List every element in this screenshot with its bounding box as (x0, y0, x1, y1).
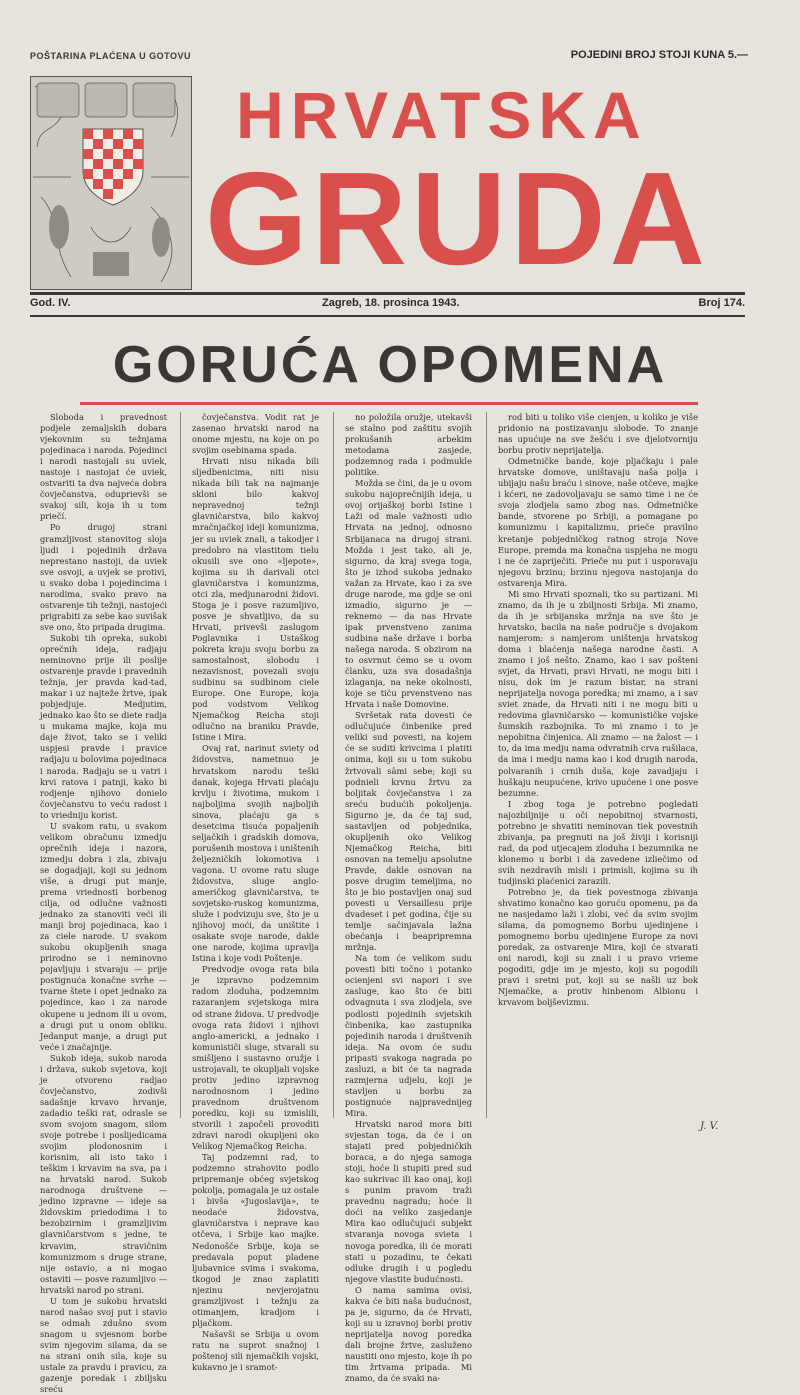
article-paragraph: Sukob ideja, sukob naroda i država, sukob svjetova, koji je otvoreno radjao čovječanstvo, zodivši sadašnje krvavo hrvanje, zadadio teški rat, odrasle se svom svojom snagom, silom svoje potrebe i poslijedicama svojim plodonosnim i korisnim, ali isto tako i teškim i krvavim na sva, pa i na hrvatski narod. Sukob narodnoga društvene — jedino izpravne — ideje sa židovskim priedodima i to bezobzirnim i gramzljivim glavničarstvom s jedne, te krvavim, stravičnim komunizmom s druge strane, nije ostavio, a ni mogao ostaviti — posve razumljivo — hrvatski narod po strani. (40, 1052, 167, 1295)
masthead-title-line2: GRUDA (205, 145, 709, 292)
author-signature: J. V. (700, 1121, 719, 1132)
article-column-4 (498, 412, 698, 1118)
headline-underline (80, 402, 698, 405)
article-paragraph: Našavši se Srbija u ovom ratu na suprot snažnoj i poštenoj sili njemačkih vojski, kukavno je i sramot- (192, 1328, 319, 1373)
masthead-title-line1: HRVATSKA (236, 78, 648, 152)
article-column-2 (192, 412, 319, 1373)
article-paragraph: Mi smo Hrvati spoznali, tko su partizani. Mi znamo, da ih je u zbiljnosti Srbija. Mi znamo, da ih je srbijanska mržnja na sve što je hrvatsko, bacila na naše područje s dvojakom namjerom: s namjerom uništenja hrvatskog doma i blaćenja našega narodne časti. A znamo i još nešto. Znamo, kao i sav pošteni svjet, da Hrvati, pravi Hrvati, ne mogu biti i nisu, dok im je razum bistar, na strani neprijatelja novoga poredka; mi znamo, a i sav sviet znade, da Hrvati niti i ne mogu biti u redovima glavničarsko — komunističke vojske šumskih razbojnika. To mi znamo i to je nepobitna činjenica. Ali znamo — na žalost — i to, da ima medju nama odvratnih crva rušilaca, da ima i medju nama kao i kod drugih naroda, polvaranih i crnih duša, koje zavadjaju i huškaju neupućene, krivo upućene i one posve bezumne. (498, 588, 698, 798)
article-paragraph: Možda se čini, da je u ovom sukobu najoprečnijih ideja, u ovoj orijaškoj borbi Istine i Laži od male važnosti udio Hrvata na jednoj, odnosno Srbijanaca na drugoj strani. Možda i jest tako, ali je, sigurno, da kraj svega toga, što je izhod sukoba jednako važan za Hrvate, kao i za sve druge narode, ma gdje se oni izmadio, sigurno je — reknemo — da nas Hrvate ipak prvenstveno zanima sudbina naše države i borba našega naroda. S obzirom na to osvrnut ćemo se u ovom članku, uza sva dosadašnja izlaganja, na neke okolnosti, koje se tiču prvenstveno nas Hrvata i naše Domovine. (345, 478, 472, 710)
article-paragraph: Svršetak rata dovesti će odlučujuće činbenike pred veliki sud povesti, na kojem će se suditi krivcima i platiti onima, koji su u tom sukobu žrtvovali sâmi sebe; koji su podnieli krvnu žrtvu za boljitak čovječanstva i za sreću budućih pokoljenja. Sigurno je, da će taj sud, sastavljen od pobjednika, okupljenih oko Velikog Njemačkog Reicha, biti osnovan na temelju apsolutne Pravde, dakle osnovan na posve drugim temeljima, no što je bio postavljen onaj sud povesti u Versaillesu prije dvadeset i pet godina, čije su temlje sačinjavala lažna obećanja i beapripremna mržnja. (345, 710, 472, 953)
article-paragraph: Ovaj rat, narinut sviety od židovstva, nametnuo je hrvatskom narodu teški danak, kojega Hrvati plaćaju krvlju i životima, mukom i najboljima svojih najboljih sinova, plaćaju ga s desetcima tisuća popaljenih seljačkih i gradskih domova, porušenih mostova i uništenih željezničkih lokomotiva i vagona. U ovome ratu sluge židovstva, sluge anglo-američkog glavničarstva, te sovjetsko-ruskog komunizma, služe i podvizuju sve, što je u njihovoj moći, da uništite i osakate svoje narode, dakle one narode, kojima upravlja Istina i koje vodi Poštenje. (192, 743, 319, 964)
article-paragraph: O nama samima ovisi, kakva će biti naša budućnost, pa je, sigurno, da će Hrvati, koji su u izravnoj borbi protiv neprijatelja novog poredka dali brojne žrtve, zasluženo naustiti ono mjesto, koje ih po tim žrtvama pripada. Mi znamo, da će svaki na- (345, 1284, 472, 1384)
article-paragraph: rod biti u toliko više cienjen, u koliko je više pridonio na postizavanju slobode. To znanje nas upućuje na sve žešću i sve djelotvorniju borbu protiv neprijatelja. (498, 412, 698, 456)
article-paragraph: Hrvati nisu nikada bili sljedbenicima, niti nisu nikada bili tak na najmanje skloni bilo kakvoj nepravednoj težnji glavničarstva, bilo kakvoj mračnjačkoj ideji komunizma, jer su uviek znali, a takodjer i predobro na vlastitom tielu okusili sve ono «ljepote», kojima su ih darivali otci glavničarstva i komunizma, otci zla, medjunarodni židovi. Stoga je i posve razumljivo, posve je shvatljivo, da su Hrvati, privevši zaslugom Poglavnika i Ustaškog pokreta kraju svoju borbu za samostalnost, slobodu i nezavisnost, povezali svoju sudbinu sa sudbinom ciele Europe. One Europe, koja pod vodstvom Velikog Njemačkog Reicha stoji odlučno na braniku Pravde, Istine i Mira. (192, 456, 319, 743)
coat-of-arms-drawing (31, 77, 191, 289)
article-paragraph: I zbog toga je potrebno pogledati najozbiljnije u oči nepobitnoj stvarnosti, potrebno je shvatiti neminovan tiek povestnih zbivanja, pa pregnuti na još živiji i korisniji rad, da pod utjecajem zloduha i bezumnika ne klonemo u borbi i da zavedene izliečimo od svih nezdravih misli i primisli, kojima su ih tudjinski plaćenici zarazili. (498, 798, 698, 886)
coat-of-arms-image (30, 76, 192, 290)
article-paragraph: Sukobi tih opreka, sukobi oprečnih ideja, radjaju neminovno prije ili poslije ostvarenje pravde i pravednih težnja, jer pravda kad-tad, makar i uz najteže žrtve, ipak pobjedjuje. Medjutim, jednako kao što se diete radja u mukama majke, koja mu daje život, tako se i veliki uspjesi pravde i pravice radjaju u bolovima pojedinaca i naroda. Radjaju se u vatri i krvi ratova i patnji, kako bi rodjenje njihovo donielo čovječanstvu to veću radost i to vriedniju korist. (40, 632, 167, 820)
column-divider (180, 412, 181, 1118)
article-paragraph: no položila oružje, utekavši se stalno pod zaštitu svojih prokušanih arbekim metodama zasjede, podzemnog rada i podmukle politike. (345, 412, 472, 478)
article-paragraph: Odmetničke bande, koje pljačkaju i pale hrvatske domove, uništavaju naša polja i ubijaju našu braću i sinove, naše otčeve, majke i kćeri, ne zadovoljavaju se samo time i ne će svoja zlodjela samo zbog nas. Odmetničke bande, stvorene po Srbiji, a pomagane po komunizmu i kapitalizmu, prieče pravilno kretanje pobjedničkog ratnog stroja Nove Europe, premda ma konačna uspjeha ne mogu i ne će zapriječiti. Prieče nu put i usporavaju njegovu brzinu; brzinu njegova nastojanja do ostvarenja Mira. (498, 456, 698, 588)
article-paragraph: Po drugoj strani gramzljivost stanovitog sloja ljudi i pojedinih država neprestano nastoji, da uviek sve osvoji, a uvjek se protivi, u svako doba i pojedincima i narodima, svako pravo na ostvarenje tih težnji, nastojeći prigrabiti za sebe kao suvišak sve ono, što pripada drugima. (40, 522, 167, 632)
article-paragraph: Predvodje ovoga rata bila je izpravno podzemnim radom zloduha, podzemnim razaranjem svjetskoga mira od strane židova. U predvodje ovoga rata židovi i njihovi anglo-americki, a jednako i komunističi sluge, stvarali su smišljeno i sustavno oružje i ustrojavali, te okupljali vojske protiv jedino izpravnog narodnosnom i jedino pravednom društvenom poredku, koji su izmislili, stvorili i započeli provoditi zdravi narodi okupljeni oko Velikog Njemačkog Reicha. (192, 964, 319, 1152)
masthead-rule-top (30, 292, 745, 295)
price-note: POJEDINI BROJ STOJI KUNA 5.— (570, 49, 748, 61)
article-paragraph: Taj podzemni rad, to podzemno strahovito podlo pripremanje obćeg svjetskog pokolja, pomagala je uz ostale i bivša «Jugoslavija», te neodaće židovstva, glavničarstva i neprave kao otčeva, i Srbije kao majke. Nedonošče Srbije, koja se predavala poput pladene ljubavnice svima i svakoma, tkogod je znao zaplatiti njezinu nevjerojatnu gramzljivost i težnju za otimanjem, kradjom i pljačkom. (192, 1152, 319, 1328)
article-paragraph: Potrebno je, da tiek povestnoga zbivanja shvatimo konačno kao goruću opomenu, pa da ne nasjedamo laži i zlobi, već da svim svojim silama, da pomognemo Borbu ujedinjene i pomognemo borbu ujedinjene Europe za novi poredak, za ostvarenje Mira, koji će stvarati oni narodi, koji su znali i u pravo vrieme pogoditi, gdje im je mjesto, koji su pogodili pravi i sretni put, koji su se našli uz bok Njemačke, a protiv hinbenom Albionu i krvavom boljševizmu. (498, 887, 698, 1008)
article-body (40, 412, 740, 1395)
dateline-bar (30, 297, 745, 313)
issue-number: Broj 174. (698, 297, 745, 309)
date-label: Zagreb, 18. prosinca 1943. (322, 297, 460, 309)
article-headline: GORUĆA OPOMENA (112, 336, 668, 394)
article-paragraph: U tom je sukobu hrvatski narod našao svoj put i stavio se odmah zdušno svom snagom u svjesnom borbe svim njegovim silama, da se na strani onih sila, koje su ustale za pravdu i pravicu, za gazenje poredak i zbiljsku sreću (40, 1295, 167, 1395)
masthead-rule-bottom (30, 315, 745, 317)
article-paragraph: Hrvatski narod mora biti svjestan toga, da će i on stajati pred pobjedničkih boraca, a do njega samoga stoji, hoće li stupiti pred sud kao sukrivac ili kao onaj, koji s punim pravom traži pravednu nagradu; hoće li doći na veliko zasjedanje Mira kao odlučujući subjekt stvaranja novoga svieta i novoga poredka, ili će morati stati u pozadinu, te čekati odluke drugih i u pogledu njegove vlastite budućnosti. (345, 1119, 472, 1284)
year-label: God. IV. (30, 297, 71, 309)
article-paragraph: Sloboda i pravednost podjele zemaljskih dobara vjekovnim su težnjama pojedinaca i naroda. Pojedinci i narodi nastojali su uviek, nastoje i nastojat će uviek, ostvariti ta dva najveća dobra čovječanstva, oduprievši se svakoj sili, koja ih u tom priečí. (40, 412, 167, 522)
article-paragraph: čovječanstva. Vodit rat je zasenao hrvatski narod na onome mjestu, na koje on po svojim osebinama spada. (192, 412, 319, 456)
article-column-1 (40, 412, 167, 1395)
postage-note: POŠTARINA PLAĆENA U GOTOVU (30, 51, 192, 61)
column-divider (333, 412, 334, 1118)
article-paragraph: U svakom ratu, u svakom velikom obračunu izmedju oprečnih ideja i nazora, izmedju dobra i zla, zbivaju se dogadjaji, koji su jednom više, a drugi put manje, prema vriednosti borbenog cilja, od odlučne važnosti jednako za stanoviti veći ili manji broj pojedinaca, kao i za ciele narode. U svakom sukobu okupljenih snaga prirodno se i neminovno pojavljuju i stvaraju — prije postignuća konačne svrhe — tvarne štete i opet jednako za pojedince, kao i za narode okupene u jednom ili u ovom, a drugi put u onom obliku. Jedanput manje, a drugi put veće i značajnije. (40, 820, 167, 1052)
article-column-3 (345, 412, 472, 1384)
article-paragraph: Na tom će velikom sudu povesti biti točno i potanko ocienjeni svi napori i sve zasluge, kao što će biti odvagnuta i sva zlodjela, sve podlosti pojedinih svjetskih činbenika, kao zastupnika pojedinih naroda i društvenih ideja. Na ovom će sudu pripasti svakoga nagrada po zasluzi, a bit će ta nagrada razmjerna udjelu, koji je stavljen u borbu za postignuće najpravednijeg Mira. (345, 953, 472, 1118)
column-divider (486, 412, 487, 1118)
